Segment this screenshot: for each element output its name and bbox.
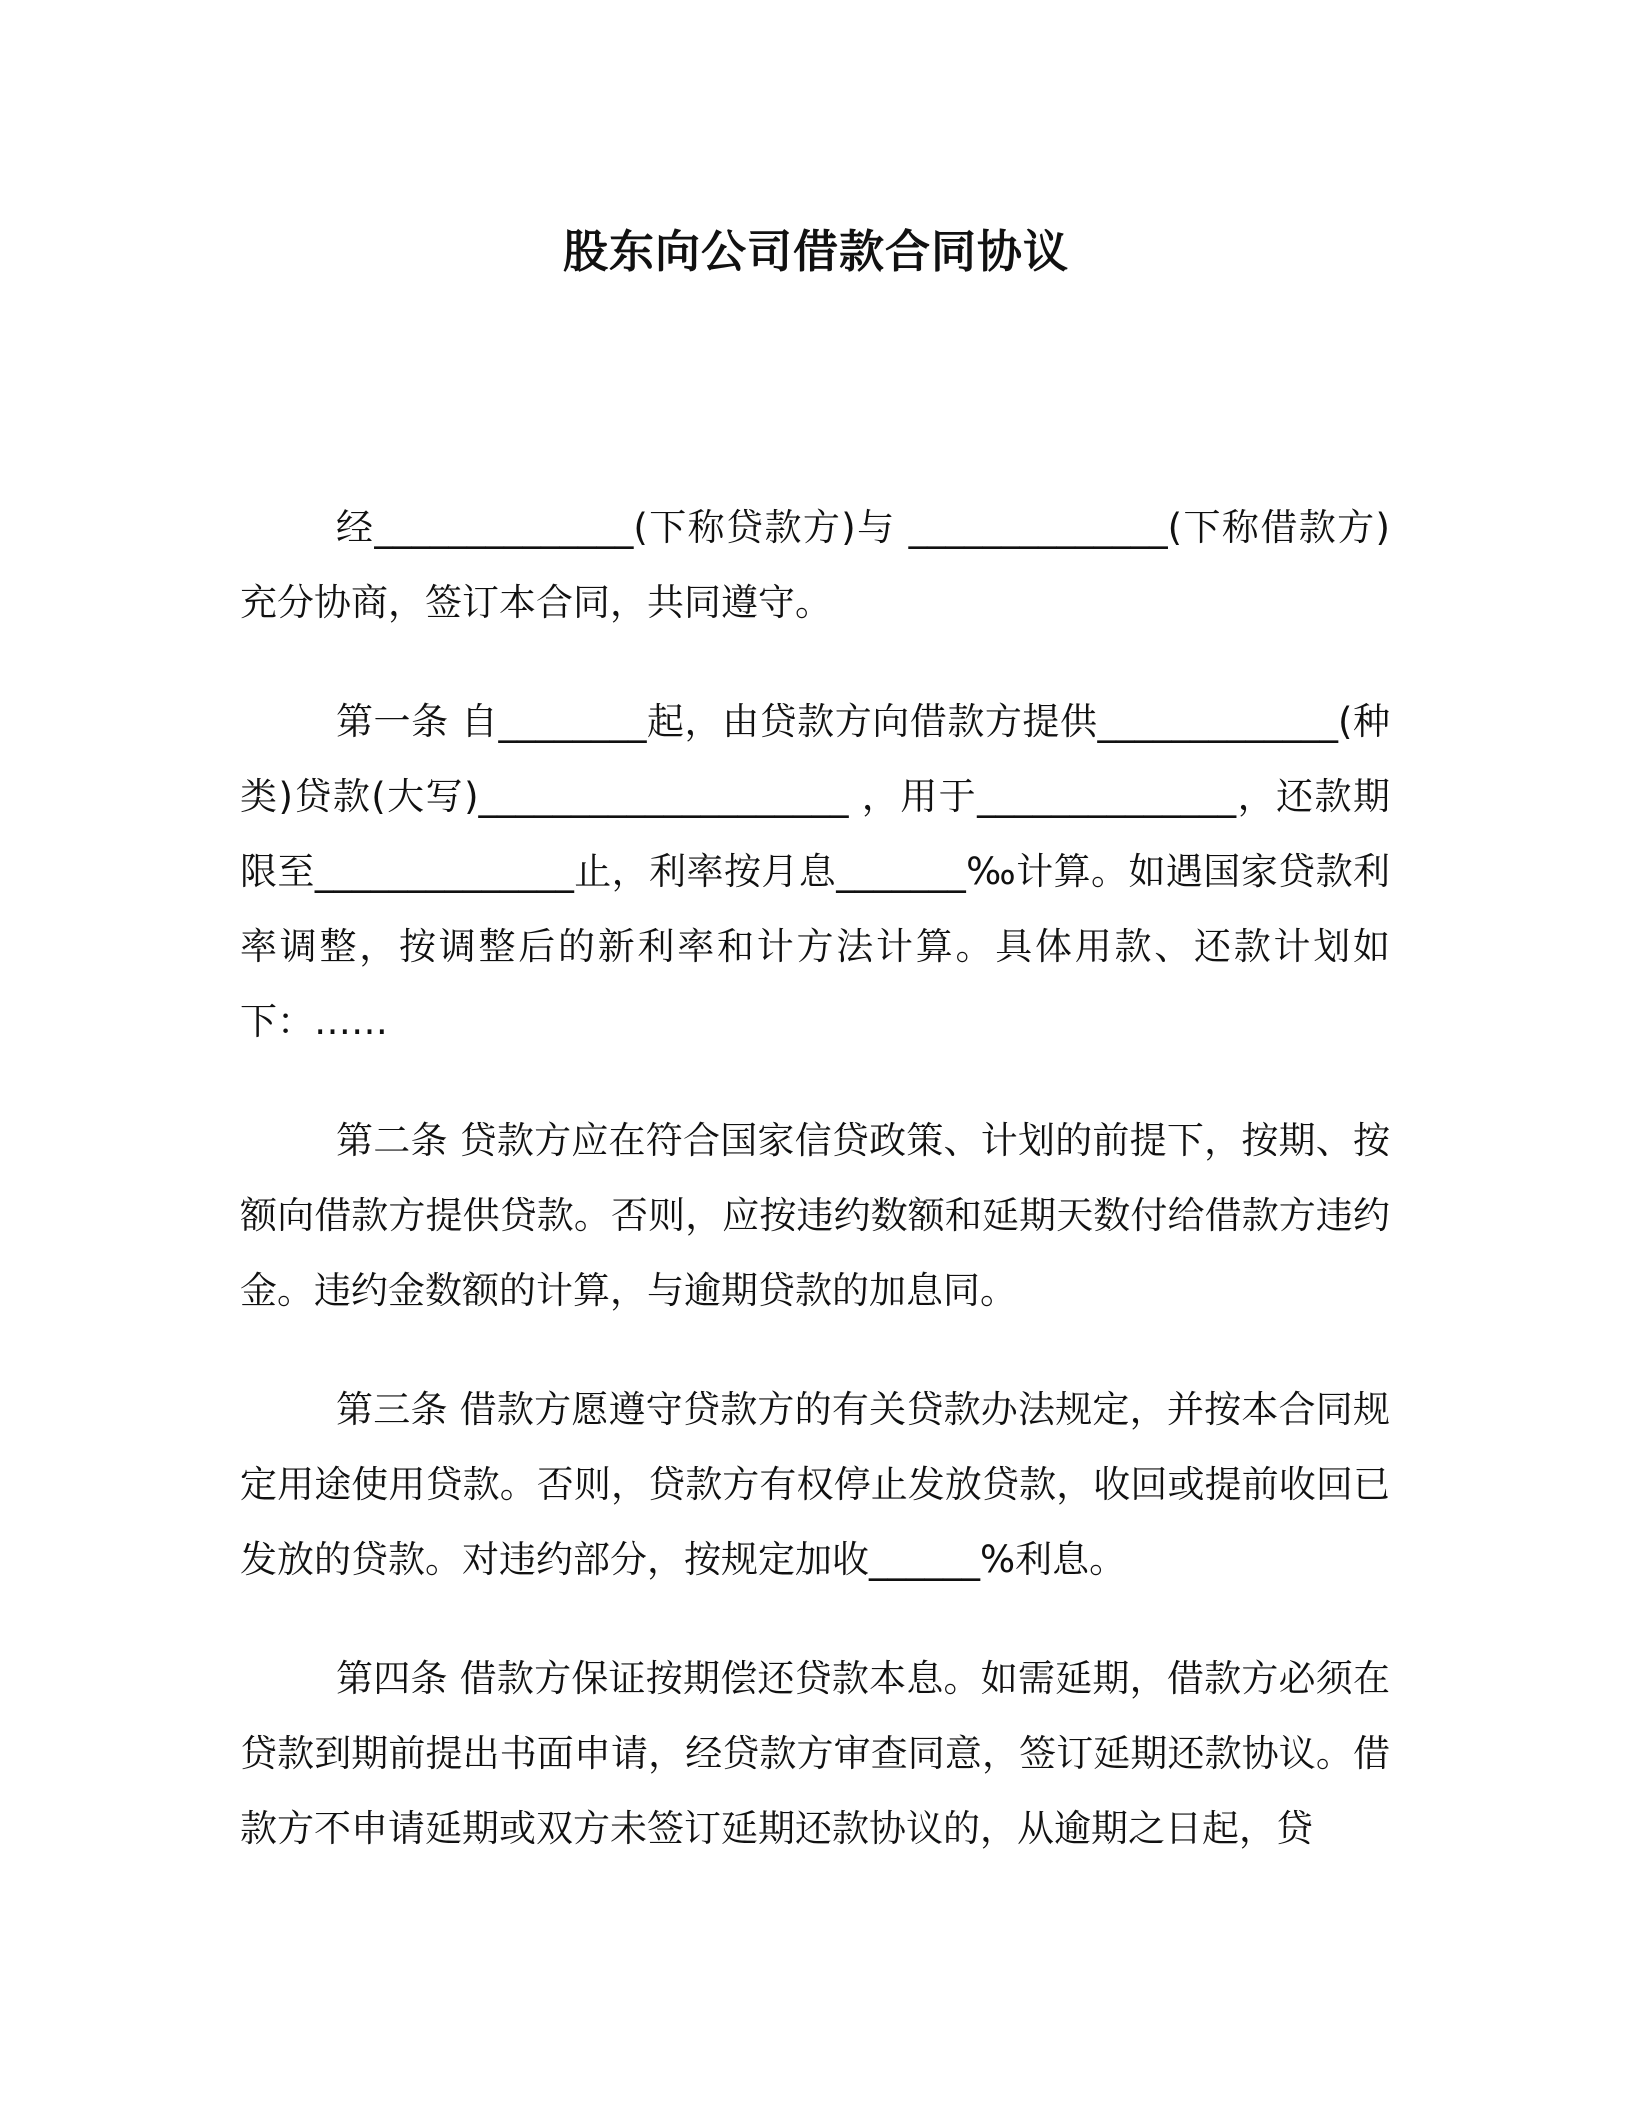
paragraph-article-1: 第一条 自________起，由贷款方向借款方提供_____________(种类)贷款(大写)____________________ ，用于______________，还款期限至______________止，利率按月息_______‰计算。如遇国家贷款利率调整，按调整后的新利率和计方法计算。具体用款、还款计划如下：…… xyxy=(240,700,1390,1043)
paragraph-article-2: 第二条 贷款方应在符合国家信贷政策、计划的前提下，按期、按额向借款方提供贷款。否则，应按违约数额和延期天数付给借款方违约金。违约金数额的计算，与逾期贷款的加息同。 xyxy=(240,1119,1390,1312)
document-title: 股东向公司借款合同协议 xyxy=(562,225,1069,278)
paragraph-article-3: 第三条 借款方愿遵守贷款方的有关贷款办法规定，并按本合同规定用途使用贷款。否则，贷款方有权停止发放贷款，收回或提前收回已发放的贷款。对违约部分，按规定加收______%利息。 xyxy=(240,1388,1390,1581)
document-body xyxy=(240,490,1390,1910)
paragraph-article-4: 第四条 借款方保证按期偿还贷款本息。如需延期，借款方必须在贷款到期前提出书面申请，经贷款方审查同意，签订延期还款协议。借款方不申请延期或双方未签订延期还款协议的，从逾期之日起，贷 xyxy=(240,1657,1390,1850)
paragraph-preamble: 经______________(下称贷款方)与 ______________(下称借款方)充分协商，签订本合同，共同遵守。 xyxy=(240,506,1390,624)
